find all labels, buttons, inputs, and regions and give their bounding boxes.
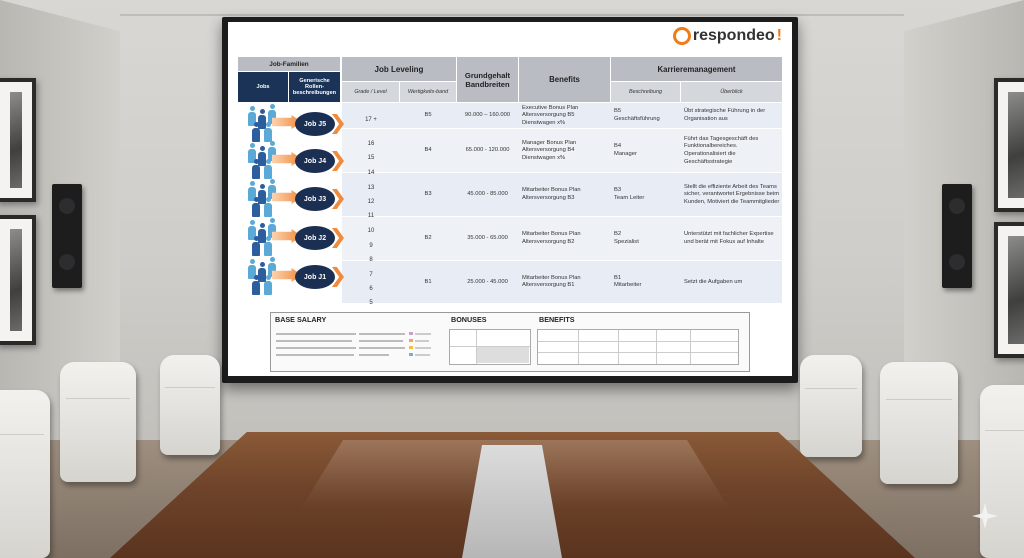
person-icon (252, 197, 260, 217)
chair-left-front (0, 390, 50, 558)
grade-level-cell: 8 (369, 257, 373, 263)
person-icon (264, 122, 272, 142)
description-cell: B2 Spezialist (614, 231, 639, 245)
grade-level-cell: 14 (367, 170, 375, 176)
header-value-band: Wertigkeits-band (400, 82, 456, 102)
ceiling-edge (120, 14, 904, 16)
base-salary-title: BASE SALARY (275, 315, 327, 324)
benefits-cell: Manager Bonus Plan Altersversorgung B4 Dienstwagen x% (522, 139, 577, 162)
salary-band-cell: 35.000 - 65.000 (467, 235, 508, 241)
job-oval: Job J4 (295, 149, 335, 173)
wall-picture-left-top (0, 78, 36, 202)
header-description: Beschreibung (611, 82, 680, 102)
header-benefits: Benefits (519, 57, 610, 102)
overview-cell: Unterstützt mit fachlicher Expertise und berät mit Fokus auf Inhalte (684, 231, 774, 245)
grade-level-cell: 10 (367, 228, 375, 234)
respondeo-logo (673, 27, 782, 45)
chair-right-front (980, 385, 1024, 558)
value-band-cell: B5 (424, 112, 432, 118)
salary-band-cell: 45.000 - 85.000 (467, 191, 508, 197)
bonuses-mini-table (449, 329, 531, 365)
salary-band-cell: 90.000 – 160.000 (464, 112, 511, 118)
summary-panel (270, 312, 750, 372)
bonuses-title: BONUSES (451, 315, 487, 324)
chair-left-1 (60, 362, 136, 482)
grade-level-cell: 17 + (365, 117, 377, 123)
person-icon (252, 275, 260, 295)
benefits-cell: Executive Bonus Plan Altersversorgung B5 Dienstwagen x% (522, 104, 579, 127)
wall-picture-left-bottom (0, 215, 36, 345)
header-salary-bands: Grundgehalt Bandbreiten (457, 57, 518, 102)
overview-cell: Übt strategische Führung in der Organisation aus (684, 108, 766, 122)
speaker-right (942, 184, 972, 288)
benefits-cell: Mitarbeiter Bonus Plan Altersversorgung B2 (522, 231, 581, 245)
grade-level-cell: 6 (369, 286, 373, 292)
description-cell: B1 Mitarbeiter (614, 274, 642, 289)
overview-cell: Stellt die effiziente Arbeit des Teams sicher, verantwortet Ergebnisse beim Kunden, Motiviert die Teammitglieder (684, 183, 780, 206)
grade-level-cell: 7 (369, 272, 373, 278)
logo-text: respondeo (692, 27, 775, 44)
job-oval: Job J1 (295, 265, 335, 289)
grade-level-cell: 5 (369, 300, 373, 306)
presentation-slide (228, 22, 792, 376)
benefits-cell: Mitarbeiter Bonus Plan Altersversorgung B3 (522, 187, 581, 201)
wall-picture-right-top (994, 78, 1024, 212)
chair-left-2 (160, 355, 220, 455)
person-icon (264, 236, 272, 256)
benefits-title: BENEFITS (539, 315, 575, 324)
person-icon (264, 197, 272, 217)
speaker-left (52, 184, 82, 288)
description-cell: B3 Team Leiter (614, 187, 645, 201)
header-grade-level: Grade / Level (342, 82, 399, 102)
person-icon (252, 159, 260, 179)
grade-level-cell: 13 (367, 185, 375, 191)
salary-band-cell: 25.000 - 45.000 (467, 278, 508, 285)
overview-cell: Setzt die Aufgaben um (684, 278, 743, 285)
header-job-families: Job-Familien (238, 57, 340, 71)
grade-level-cell: 11 (367, 213, 375, 219)
overview-cell: Führt das Tagesgeschäft des Funktionalbereiches. Operationalisiert die Geschäftsstrategie (684, 135, 759, 165)
grade-level-cell: 12 (367, 199, 375, 205)
benefits-mini-table (537, 329, 739, 365)
description-cell: B4 Manager (614, 143, 637, 157)
logo-mark-icon (673, 27, 691, 45)
header-generic-roles: Generische Rollen-beschreibungen (289, 72, 340, 102)
grade-level-cell: 9 (369, 243, 373, 249)
grade-level-cell: 16 (367, 141, 375, 147)
logo-suffix: ! (776, 27, 782, 44)
chair-right-2 (800, 355, 862, 457)
value-band-cell: B3 (424, 191, 432, 197)
header-jobs: Jobs (238, 72, 288, 102)
benefits-cell: Mitarbeiter Bonus Plan Altersversorgung B1 (522, 274, 581, 289)
job-oval: Job J2 (295, 226, 335, 250)
job-oval: Job J5 (295, 112, 335, 136)
wall-picture-right-bottom (994, 222, 1024, 358)
person-icon (252, 236, 260, 256)
job-oval: Job J3 (295, 187, 335, 211)
chair-right-1 (880, 362, 958, 484)
salary-band-cell: 65.000 - 120.000 (465, 147, 510, 153)
header-career-management: Karrieremanagement (611, 57, 782, 81)
header-overview: Überblick (681, 82, 782, 102)
value-band-cell: B4 (424, 147, 432, 153)
value-band-cell: B1 (424, 278, 432, 285)
person-icon (264, 275, 272, 295)
description-cell: B5 Geschäftsführung (614, 108, 660, 122)
person-icon (264, 159, 272, 179)
grade-level-cell: 15 (367, 155, 375, 161)
header-job-leveling: Job Leveling (342, 57, 456, 81)
person-icon (252, 122, 260, 142)
value-band-cell: B2 (424, 235, 432, 241)
